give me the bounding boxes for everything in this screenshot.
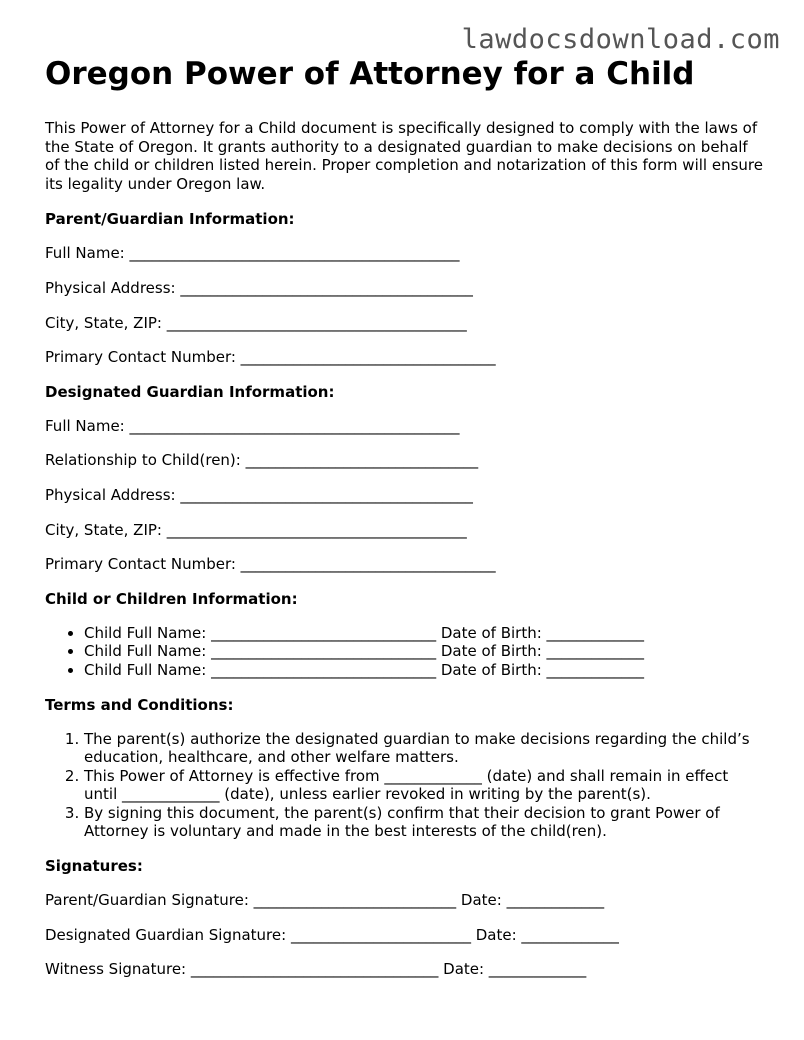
child-entry-3[interactable]: • Child Full Name: ______________________________ Date of Birth: _____________ (84, 661, 765, 680)
guardian-physical-address-field[interactable]: Physical Address: _______________________________________ (45, 485, 473, 504)
document-title: Oregon Power of Attorney for a Child (45, 56, 695, 92)
guardian-signature-line[interactable]: Designated Guardian Signature: ________________________ Date: _____________ (45, 925, 619, 944)
terms-list (45, 730, 765, 842)
guardian-section-title: Designated Guardian Information: (45, 382, 335, 401)
signatures-section-title: Signatures: (45, 857, 143, 876)
child-entry-1[interactable]: • Child Full Name: ______________________________ Date of Birth: _____________ (84, 624, 765, 643)
document-page (45, 54, 765, 995)
guardian-contact-number-field[interactable]: Primary Contact Number: __________________________________ (45, 555, 496, 574)
guardian-full-name-field[interactable]: Full Name: ____________________________________________ (45, 416, 460, 435)
watermark-text: lawdocsdownload.com (461, 24, 780, 55)
child-entry-2[interactable]: • Child Full Name: ______________________________ Date of Birth: _____________ (84, 642, 765, 661)
term-item-2[interactable]: 2. This Power of Attorney is effective from _____________ (date) and shall remain in effect until _____________ (date), unless earlier revoked in writing by the parent(s). (84, 767, 765, 804)
intro-paragraph: This Power of Attorney for a Child document is specifically designed to comply with the laws of the State of Oregon. It grants authority to a designated guardian to make decisions on behalf of the child or children listed herein. Proper completion and notarization of this form will ensure its legality under Oregon law. (45, 119, 763, 193)
parent-section-title: Parent/Guardian Information: (45, 210, 295, 229)
term-item-1: 1. The parent(s) authorize the designated guardian to make decisions regarding the child’s education, healthcare, and other welfare matters. (84, 730, 765, 767)
children-section-title: Child or Children Information: (45, 589, 298, 608)
parent-contact-number-field[interactable]: Primary Contact Number: __________________________________ (45, 348, 496, 367)
parent-signature-line[interactable]: Parent/Guardian Signature: ___________________________ Date: _____________ (45, 891, 605, 910)
terms-section-title: Terms and Conditions: (45, 695, 234, 714)
guardian-relationship-field[interactable]: Relationship to Child(ren): _______________________________ (45, 451, 479, 470)
parent-physical-address-field[interactable]: Physical Address: _______________________________________ (45, 278, 473, 297)
children-list (45, 624, 765, 680)
parent-city-state-zip-field[interactable]: City, State, ZIP: ________________________________________ (45, 313, 467, 332)
witness-signature-line[interactable]: Witness Signature: _________________________________ Date: _____________ (45, 960, 587, 979)
term-item-3: 3. By signing this document, the parent(s) confirm that their decision to grant Power of Attorney is voluntary and made in the best interests of the child(ren). (84, 804, 765, 841)
guardian-city-state-zip-field[interactable]: City, State, ZIP: ________________________________________ (45, 520, 467, 539)
parent-full-name-field[interactable]: Full Name: ____________________________________________ (45, 244, 460, 263)
